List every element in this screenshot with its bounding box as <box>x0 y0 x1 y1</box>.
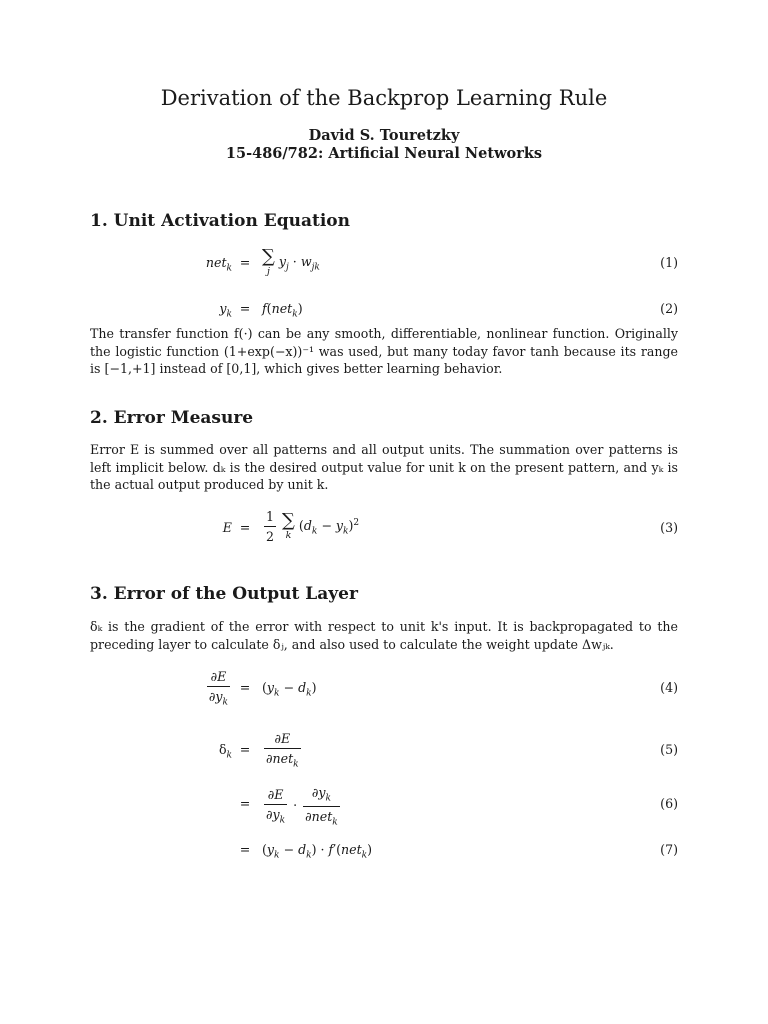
equation-number-1: (1) <box>660 255 678 270</box>
equals-sign: = <box>239 742 251 757</box>
author-name: David S. Touretzky <box>308 127 460 144</box>
equation-5-rhs <box>262 731 303 770</box>
section-heading-1: 1. Unit Activation Equation <box>90 211 350 231</box>
equation-6-rhs: $\frac{\partial E}{\partial y_k}$ · $\frac{\partial y_k}{\partial net_k}$ <box>266 785 338 828</box>
equation-2-rhs: f(net$_k$) <box>262 301 303 320</box>
equation-4-rhs: $(y_k - d_k)$ <box>262 680 317 699</box>
equals-sign: = <box>239 255 251 270</box>
equation-6 <box>90 785 678 828</box>
equation-1-lhs: net$_k$ <box>205 255 232 274</box>
equation-4 <box>90 669 678 709</box>
course-name: 15-486/782: Artificial Neural Networks <box>225 145 543 162</box>
equals-sign: = <box>239 842 251 857</box>
equation-1 <box>90 248 678 288</box>
equation-number-6: (6) <box>660 796 678 811</box>
partial-y-over-partial-net: $\frac{\partial y_k}{\partial net_k}$ <box>305 785 338 828</box>
partial-E-over-partial-net: $\frac{\partial E}{\partial net_k}$ <box>266 731 299 770</box>
paragraph-output-layer-error: δₖ is the gradient of the error with respect to unit k's input. It is backpropagated to the preceding layer to calculate δⱼ, and also used to calculate the weight update Δwⱼₖ. <box>90 619 678 652</box>
equals-sign: = <box>239 680 251 695</box>
equation-number-7: (7) <box>660 842 678 857</box>
equation-7 <box>90 842 678 860</box>
equals-sign: = <box>239 796 251 811</box>
equation-3-lhs: E <box>222 520 232 535</box>
paper-title: Derivation of the Backprop Learning Rule <box>160 86 608 110</box>
sum-symbol: ∑ k <box>282 510 295 542</box>
equation-4-lhs <box>205 669 232 708</box>
section-heading-2: 2. Error Measure <box>90 408 254 428</box>
equation-3 <box>90 509 678 551</box>
equation-3-rhs: $\frac{1}{2}$ ∑ k $(d_k - y_k)^2$ <box>266 509 360 544</box>
equation-1-rhs: ∑ j $y_j \cdot w_{jk}$ <box>262 246 320 277</box>
partial-E-over-partial-y: $\frac{\partial E}{\partial y_k}$ <box>208 669 228 708</box>
equation-number-4: (4) <box>660 680 678 695</box>
equation-number-2: (2) <box>660 301 678 316</box>
equation-5-lhs: $\delta_k$ <box>218 742 232 761</box>
equals-sign: = <box>239 520 251 535</box>
section-heading-3: 3. Error of the Output Layer <box>90 584 358 604</box>
equation-7-rhs: $(y_k - d_k) \cdot f'(net_k)$ <box>262 842 373 861</box>
partial-E-over-partial-y: $\frac{\partial E}{\partial y_k}$ <box>266 786 286 826</box>
equation-2 <box>90 301 678 319</box>
equation-2-lhs: $y_k$ <box>219 301 232 320</box>
equation-number-3: (3) <box>660 520 678 535</box>
paragraph-transfer-function: The transfer function f(·) can be any smooth, differentiable, nonlinear function. Originally the logistic function (1+exp(−x))⁻¹ was used, but many today favor tanh because its range is [−1,+1] instead of [0,1], which gives better learning behavior. <box>90 326 678 376</box>
sum-symbol: ∑ j <box>262 246 275 277</box>
equals-sign: = <box>239 301 251 316</box>
paragraph-error-measure: Error E is summed over all patterns and all output units. The summation over patterns is left implicit below. dₖ is the desired output value for unit k on the present pattern, and yₖ is the actual output produced by unit k. <box>90 442 678 492</box>
fraction-one-half: $\frac{1}{2}$ <box>266 509 275 544</box>
equation-number-5: (5) <box>660 742 678 757</box>
equation-5 <box>90 731 678 771</box>
